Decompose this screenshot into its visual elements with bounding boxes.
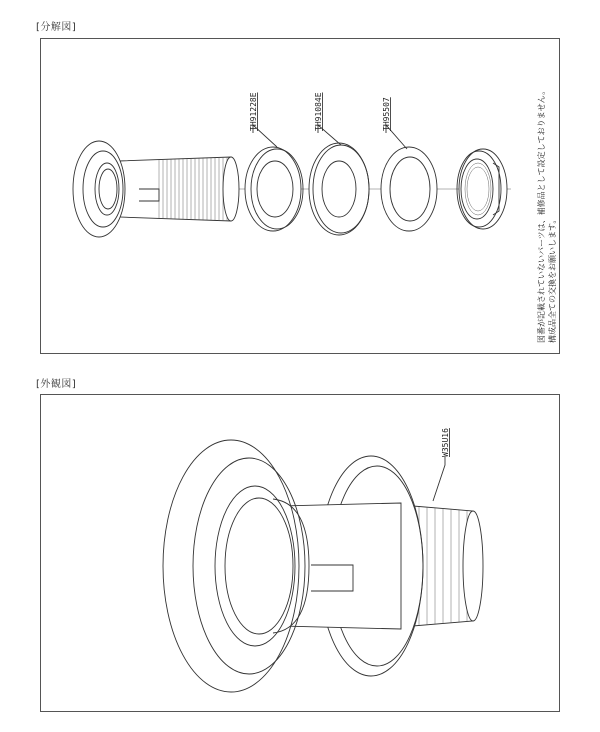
part-th95507: [381, 147, 437, 231]
part-label-th91228e: TH91228E: [249, 92, 258, 131]
external-leader-line: [433, 457, 445, 501]
external-view-drawing: [41, 395, 561, 713]
external-view-panel: [40, 394, 560, 712]
front-flange: [163, 440, 309, 692]
drain-body: [73, 141, 239, 237]
part-th91084e: [309, 143, 369, 235]
exploded-view-drawing: [41, 39, 561, 355]
exploded-view-panel: [40, 38, 560, 354]
part-label-th91084e: TH91084E: [314, 92, 323, 131]
exploded-view-heading: [分解図]: [36, 22, 77, 33]
external-part-label: W35U16: [441, 428, 450, 457]
part-th91228e: [245, 147, 303, 231]
external-view-heading: [外観図]: [36, 379, 77, 390]
parts-note-line-2: 構成品全ての交換をお願いします。: [548, 215, 557, 343]
parts-note-line-1: 図番が記載されていないパーツは、補修品として設定しておりません。: [537, 86, 546, 343]
part-label-th95507: TH95507: [382, 97, 391, 131]
lock-nut: [457, 149, 507, 229]
